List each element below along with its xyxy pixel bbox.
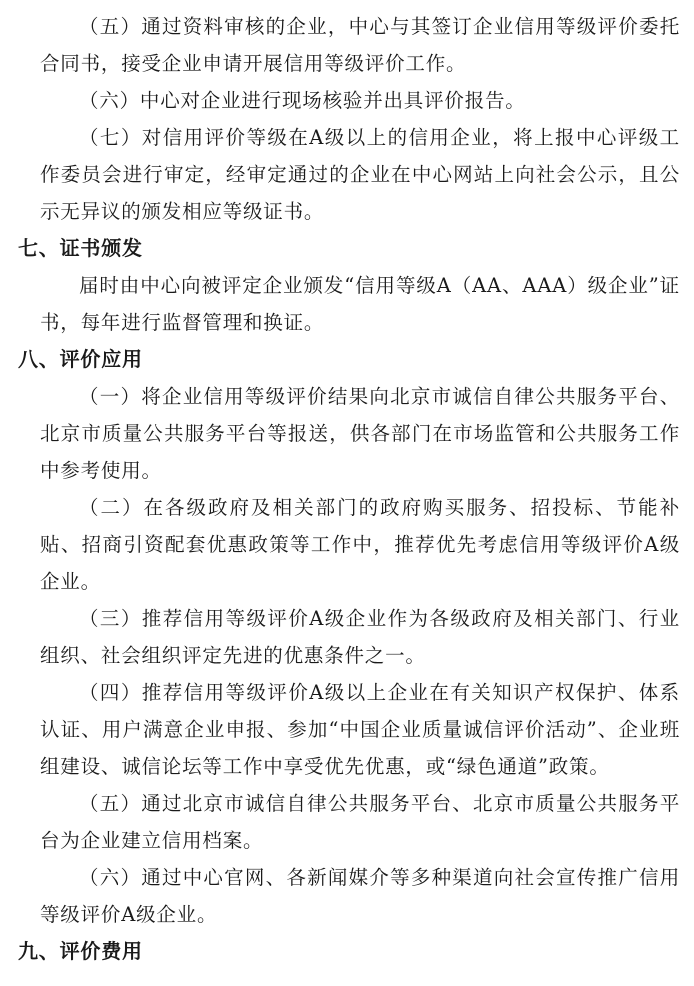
- paragraph-review-pass: （五）通过资料审核的企业，中心与其签订企业信用等级评价委托合同书，接受企业申请开展信用等级评价工作。: [40, 15, 680, 75]
- paragraph-application-4: （四）推荐信用等级评价A级以上企业在有关知识产权保护、体系认证、用户满意企业申报、参加“中国企业质量诚信评价活动”、企业班组建设、诚信论坛等工作中享受优先优惠，或“绿色通道”政策。: [40, 681, 680, 778]
- paragraph-certificate-issuance: 届时由中心向被评定企业颁发“信用等级A（AA、AAA）级企业”证书，每年进行监督管理和换证。: [40, 274, 680, 334]
- paragraph-application-5: （五）通过北京市诚信自律公共服务平台、北京市质量公共服务平台为企业建立信用档案。: [40, 792, 680, 852]
- section-heading-certificate: 七、证书颁发: [18, 236, 143, 260]
- section-heading-fees: 九、评价费用: [18, 939, 143, 963]
- paragraph-application-2: （二）在各级政府及相关部门的政府购买服务、招投标、节能补贴、招商引资配套优惠政策等工作中，推荐优先考虑信用等级评价A级企业。: [40, 496, 680, 593]
- paragraph-application-6: （六）通过中心官网、各新闻媒介等多种渠道向社会宣传推广信用等级评价A级企业。: [40, 866, 680, 926]
- paragraph-application-1: （一）将企业信用等级评价结果向北京市诚信自律公共服务平台、北京市质量公共服务平台等报送，供各部门在市场监管和公共服务工作中参考使用。: [40, 385, 680, 482]
- paragraph-committee-review: （七）对信用评价等级在A级以上的信用企业，将上报中心评级工作委员会进行审定，经审定通过的企业在中心网站上向社会公示，且公示无异议的颁发相应等级证书。: [40, 126, 680, 223]
- paragraph-onsite-verification: （六）中心对企业进行现场核验并出具评价报告。: [79, 89, 526, 112]
- paragraph-application-3: （三）推荐信用等级评价A级企业作为各级政府及相关部门、行业组织、社会组织评定先进的优惠条件之一。: [40, 607, 680, 667]
- section-heading-application: 八、评价应用: [18, 347, 143, 371]
- document-page: [18, 8, 680, 970]
